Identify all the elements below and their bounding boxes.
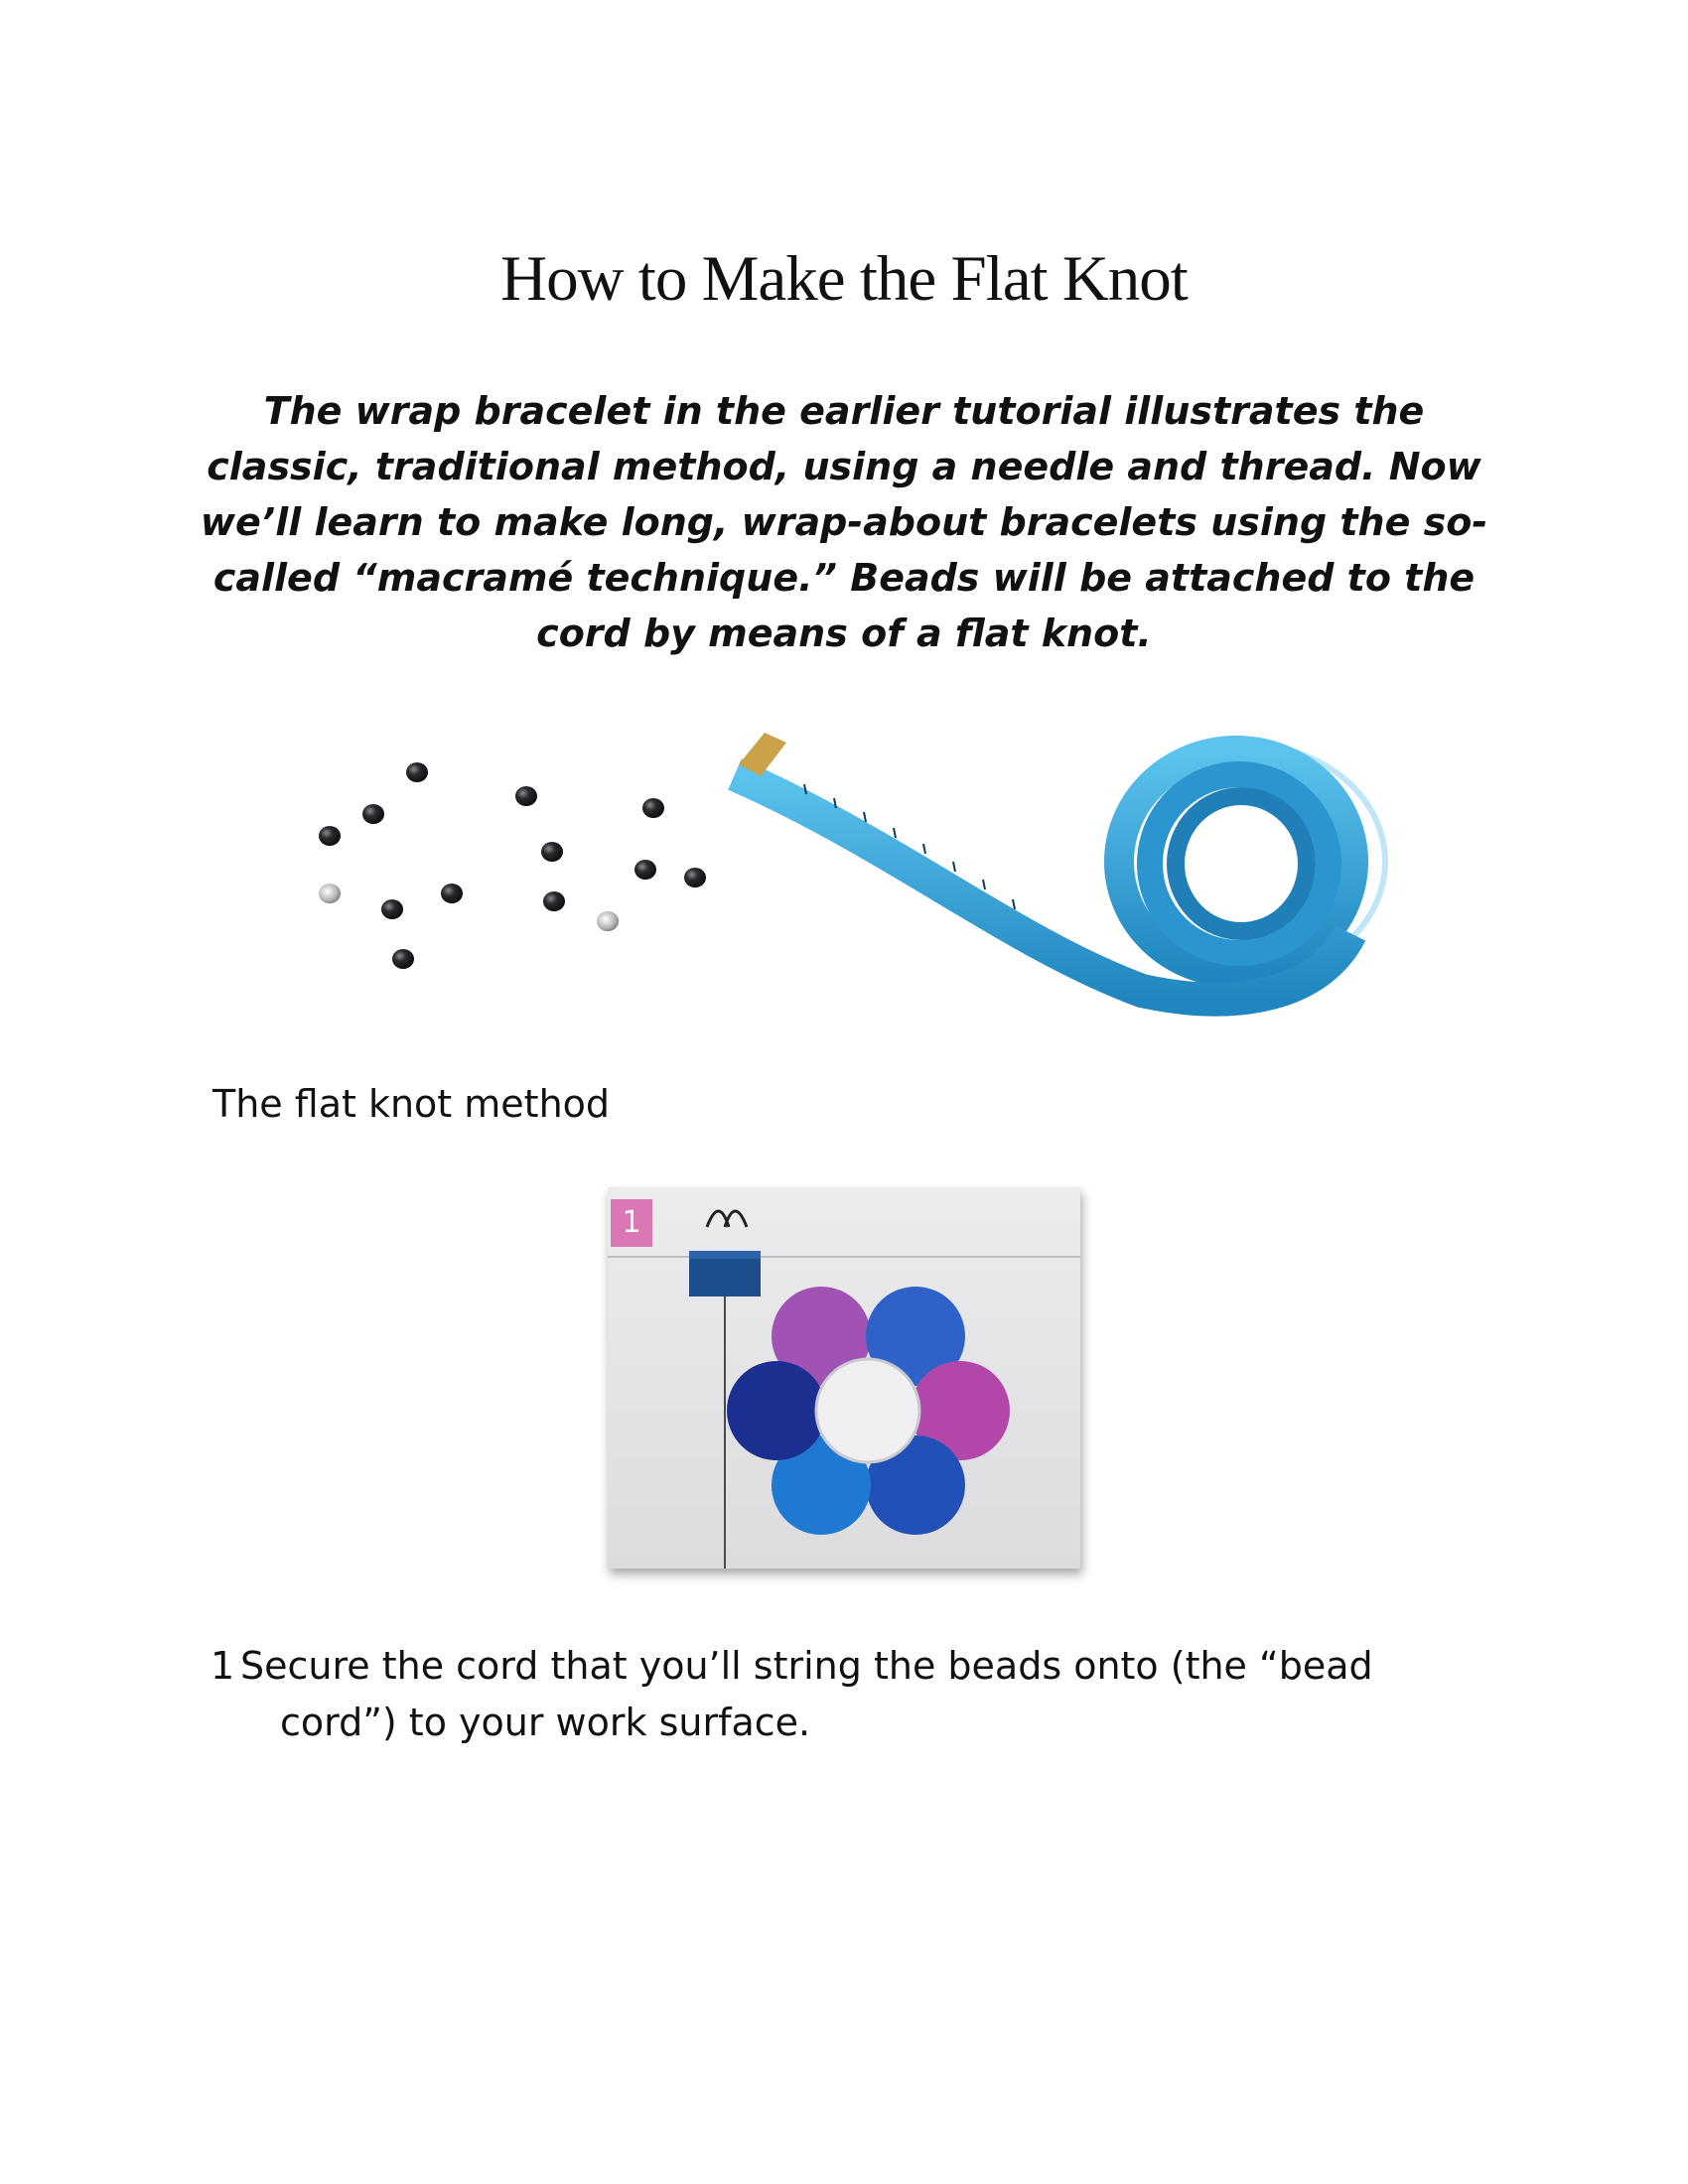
step-1 (211, 1638, 1501, 1744)
measuring-tape (735, 733, 1385, 1000)
step-text: Secure the cord that you’ll string the beads onto (the “bead cord”) to your work surface. (240, 1644, 1373, 1744)
step-number: 1 (211, 1644, 235, 1688)
beads (319, 762, 706, 969)
beads-and-tape-illustration (298, 715, 1390, 1032)
beads-and-tape-graphic (298, 715, 1390, 1032)
step-badge: 1 (611, 1199, 652, 1247)
intro-paragraph: The wrap bracelet in the earlier tutorial illustrates the classic, traditional method, using a needle and thread. Now we’ll learn to make long, wrap-about bracelets using the so-called “macramé technique.” Beads will be attached to the cord by means of a flat knot. (200, 389, 1488, 655)
bead-organizer-graphic (608, 1187, 1080, 1569)
page-title: How to Make the Flat Knot (500, 243, 1188, 315)
section-caption: The flat knot method (212, 1082, 611, 1126)
step-1-photo (608, 1187, 1080, 1569)
